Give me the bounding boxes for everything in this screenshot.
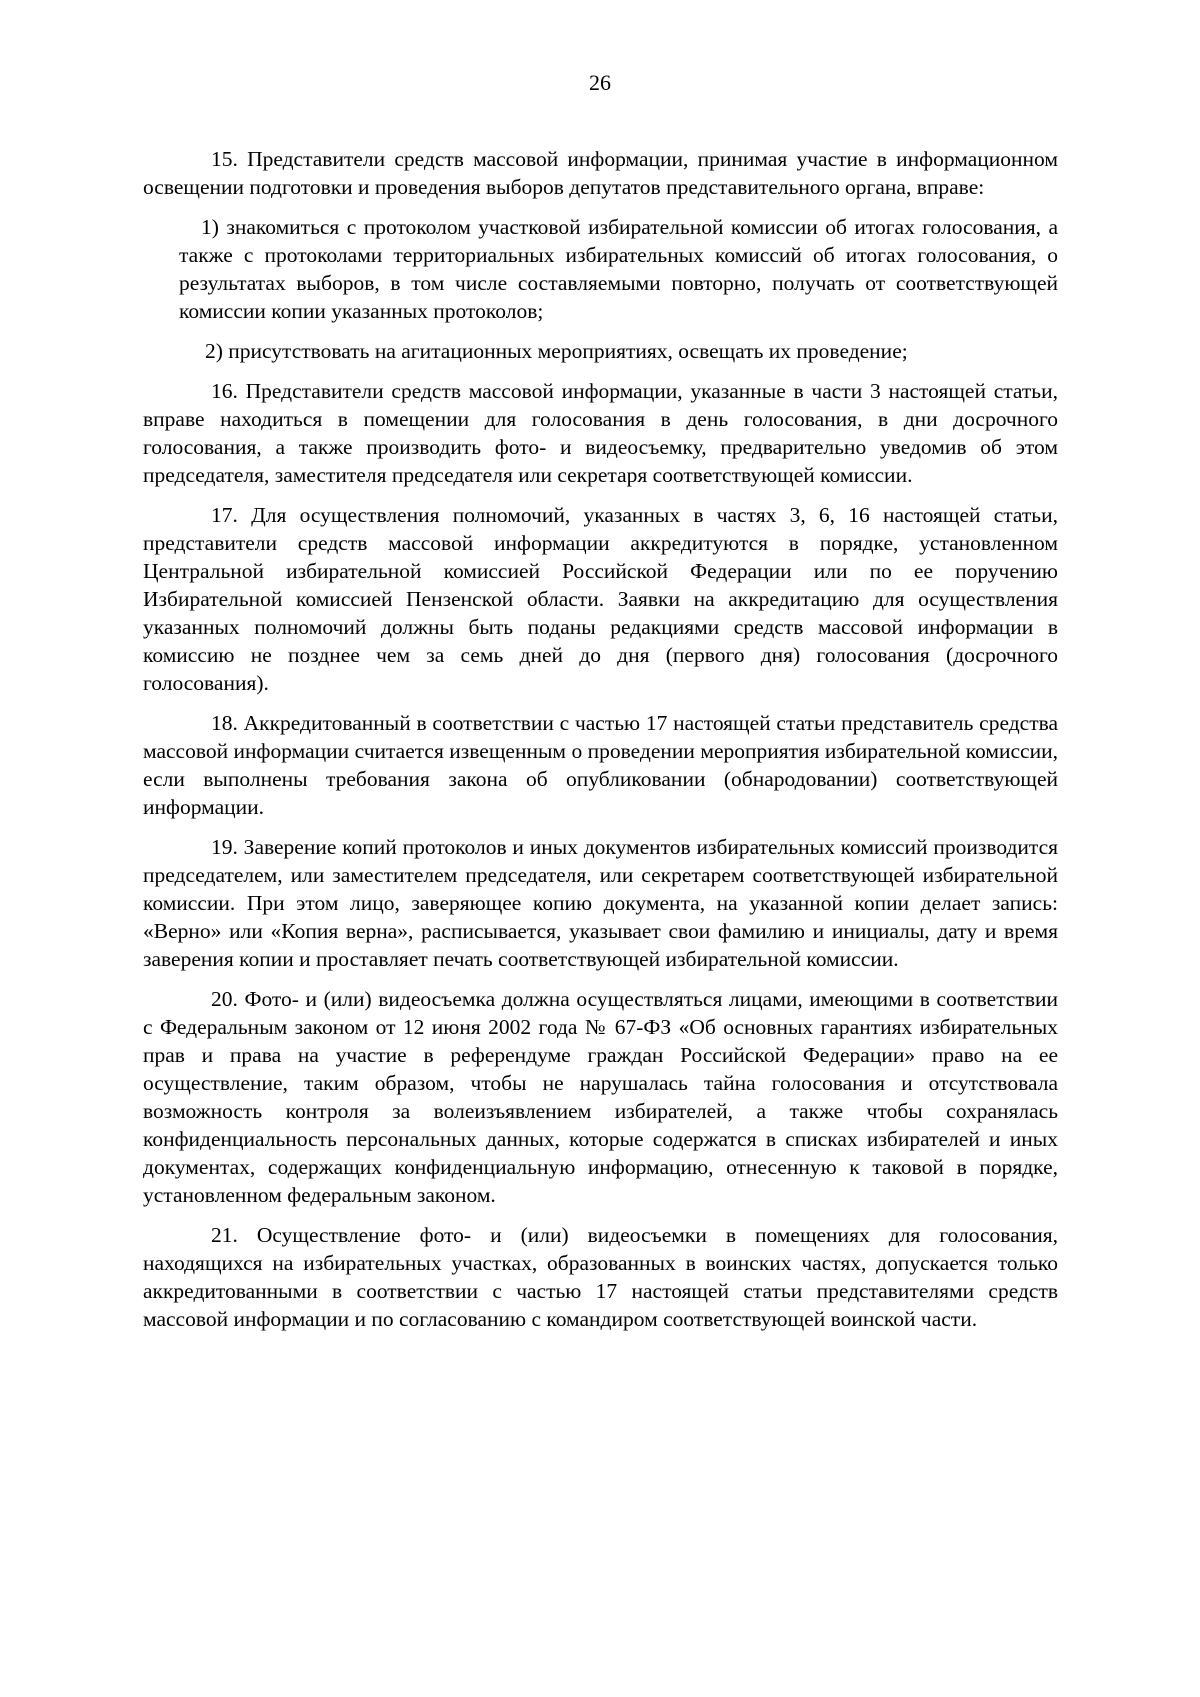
page-number: 26 [589, 70, 611, 95]
paragraph-15-item-2: 2) присутствовать на агитационных мероприятиях, освещать их проведение; [205, 339, 908, 363]
paragraph-21: 21. Осуществление фото- и (или) видеосъемки в помещениях для голосования, находящихся на избирательных участках, образованных в воинских частях, допускается только аккредитованными в соответствии с частью 17 настоящей статьи представителями средств массовой информации и по согласованию с командиром соответствующей воинской части. [143, 1223, 1058, 1331]
paragraph-19: 19. Заверение копий протоколов и иных документов избирательных комиссий производится председателем, или заместителем председателя, или секретарем соответствующей избирательной комиссии. При этом лицо, заверяющее копию документа, на указанной копии делает запись: «Верно» или «Копия верна», расписывается, указывает свои фамилию и инициалы, дату и время заверения копии и проставляет печать соответствующей избирательной комиссии. [143, 835, 1058, 971]
paragraph-18: 18. Аккредитованный в соответствии с частью 17 настоящей статьи представитель средства массовой информации считается извещенным о проведении мероприятия избирательной комиссии, если выполнены требования закона об опубликовании (обнародовании) соответствующей информации. [143, 711, 1058, 819]
paragraph-17: 17. Для осуществления полномочий, указанных в частях 3, 6, 16 настоящей статьи, представители средств массовой информации аккредитуются в порядке, установленном Центральной избирательной комиссией Российской Федерации или по ее поручению Избирательной комиссией Пензенской области. Заявки на аккредитацию для осуществления указанных полномочий должны быть поданы редакциями средств массовой информации в комиссию не позднее чем за семь дней до дня (первого дня) голосования (досрочного голосования). [143, 503, 1058, 695]
paragraph-15-item-1: 1) знакомиться с протоколом участковой избирательной комиссии об итогах голосования, а также с протоколами территориальных избирательных комиссий об итогах голосования, о результатах выборов, в том числе составляемыми повторно, получать от соответствующей комиссии копии указанных протоколов; [179, 215, 1058, 323]
paragraph-20: 20. Фото- и (или) видеосъемка должна осуществляться лицами, имеющими в соответствии с Федеральным законом от 12 июня 2002 года № 67-ФЗ «Об основных гарантиях избирательных прав и права на участие в референдуме граждан Российской Федерации» право на ее осуществление, таким образом, чтобы не нарушалась тайна голосования и отсутствовала возможность контроля за волеизъявлением избирателей, а также чтобы сохранялась конфиденциальность персональных данных, которые содержатся в списках избирателей и иных документах, содержащих конфиденциальную информацию, отнесенную к таковой в порядке, установленном федеральным законом. [143, 987, 1058, 1207]
paragraph-15: 15. Представители средств массовой информации, принимая участие в информационном освещении подготовки и проведения выборов депутатов представительного органа, вправе: [143, 147, 1058, 199]
document-body [143, 145, 1058, 1345]
paragraph-16: 16. Представители средств массовой информации, указанные в части 3 настоящей статьи, вправе находиться в помещении для голосования в день голосования, в дни досрочного голосования, а также производить фото- и видеосъемку, предварительно уведомив об этом председателя, заместителя председателя или секретаря соответствующей комиссии. [143, 379, 1058, 487]
